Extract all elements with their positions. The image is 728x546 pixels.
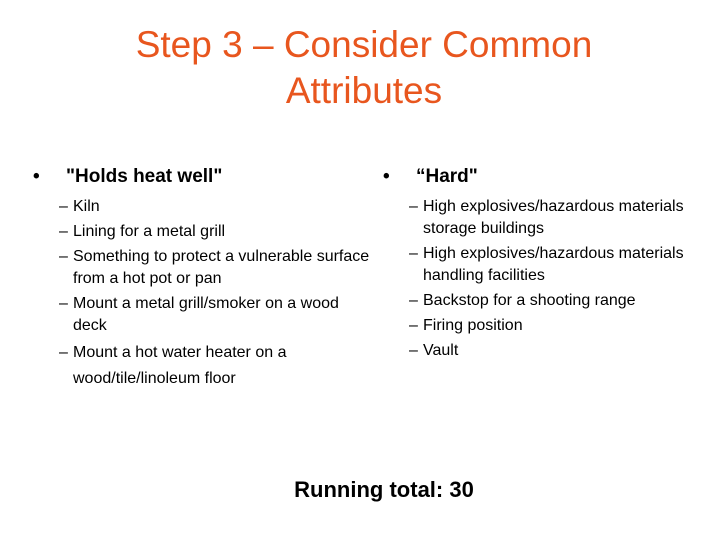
list-item-text: Mount a hot water heater on a wood/tile/linoleum floor bbox=[73, 344, 287, 387]
list-item-text: High explosives/hazardous materials handling facilities bbox=[423, 245, 684, 284]
dash-icon: – bbox=[409, 198, 418, 215]
dash-icon: – bbox=[409, 245, 418, 262]
dash-icon: – bbox=[59, 223, 68, 240]
dash-icon: – bbox=[409, 342, 418, 359]
right-sub-list bbox=[380, 196, 690, 362]
bullet-icon: • bbox=[33, 166, 40, 187]
left-column bbox=[30, 164, 370, 395]
list-item bbox=[380, 196, 690, 240]
running-total: Running total: 30 bbox=[294, 477, 474, 502]
list-item bbox=[30, 221, 370, 243]
list-item bbox=[380, 315, 690, 337]
list-item-text: Mount a metal grill/smoker on a wood deck bbox=[73, 295, 339, 334]
right-heading-text: “Hard" bbox=[416, 166, 478, 187]
slide-title bbox=[80, 22, 648, 114]
bullet-icon: • bbox=[383, 166, 390, 187]
list-item-text: High explosives/hazardous materials storage buildings bbox=[423, 198, 684, 237]
dash-icon: – bbox=[59, 198, 68, 215]
list-item-text: Lining for a metal grill bbox=[73, 223, 226, 240]
list-item bbox=[30, 246, 370, 290]
dash-icon: – bbox=[59, 295, 68, 312]
right-heading bbox=[380, 164, 690, 190]
dash-icon: – bbox=[59, 344, 68, 361]
right-column bbox=[380, 164, 690, 365]
left-heading bbox=[30, 164, 370, 190]
dash-icon: – bbox=[409, 317, 418, 334]
list-item-text: Something to protect a vulnerable surface from a hot pot or pan bbox=[73, 248, 370, 287]
left-heading-text: "Holds heat well" bbox=[66, 166, 223, 187]
list-item-text: Firing position bbox=[423, 317, 523, 334]
list-item bbox=[380, 243, 690, 287]
slide-title-line-2: Attributes bbox=[285, 70, 443, 111]
list-item-text: Vault bbox=[423, 342, 459, 359]
slide-title-line-1: Step 3 – Consider Common bbox=[135, 24, 593, 65]
list-item bbox=[380, 340, 690, 362]
list-item bbox=[30, 293, 370, 337]
list-item bbox=[30, 196, 370, 218]
left-sub-list bbox=[30, 196, 370, 392]
list-item-text: Kiln bbox=[73, 198, 100, 215]
list-item bbox=[30, 340, 370, 392]
list-item-text: Backstop for a shooting range bbox=[423, 292, 636, 309]
dash-icon: – bbox=[59, 248, 68, 265]
dash-icon: – bbox=[409, 292, 418, 309]
list-item bbox=[380, 290, 690, 312]
